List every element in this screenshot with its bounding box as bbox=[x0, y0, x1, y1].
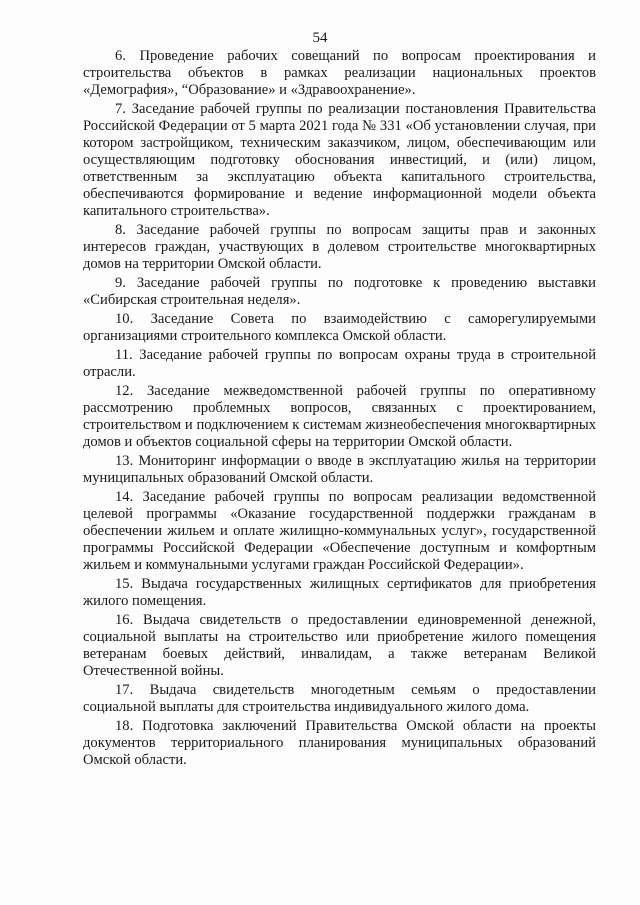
list-item-13: 13. Мониторинг информации о вводе в эксплуатацию жилья на территории муниципальных образований Омской области. bbox=[83, 453, 596, 486]
list-item-6: 6. Проведение рабочих совещаний по вопросам проектирования и строительства объектов в рамках реализации национальных проектов «Демография», “Образование» и «Здравоохранение». bbox=[83, 48, 596, 98]
list-item-8: 8. Заседание рабочей группы по вопросам защиты прав и законных интересов граждан, участвующих в долевом строительстве многоквартирных домов на территории Омской области. bbox=[83, 222, 596, 272]
list-item-10: 10. Заседание Совета по взаимодействию с саморегулируемыми организациями строительного комплекса Омской области. bbox=[83, 311, 596, 344]
list-item-12: 12. Заседание межведомственной рабочей группы по оперативному рассмотрению проблемных вопросов, связанных с проектированием, строительством и подключением к системам жизнеобеспечения многоквартирных домов и объектов социальной сферы на территории Омской области. bbox=[83, 383, 596, 450]
list-item-16: 16. Выдача свидетельств о предоставлении единовременной денежной, социальной выплаты на строительство или приобретение жилого помещения ветеранам боевых действий, инвалидам, а также ветеранам Великой Отечественной войны. bbox=[83, 612, 596, 679]
page-content bbox=[83, 48, 596, 771]
list-item-14: 14. Заседание рабочей группы по вопросам реализации ведомственной целевой программы «Оказание государственной поддержки гражданам в обеспечении жильем и оплате жилищно-коммунальных услуг», государственной программы Российской Федерации «Обеспечение доступным и комфортным жильем и коммунальными услугами граждан Российской Федерации». bbox=[83, 489, 596, 573]
list-item-17: 17. Выдача свидетельств многодетным семьям о предоставлении социальной выплаты для строительства индивидуального жилого дома. bbox=[83, 682, 596, 715]
page-number: 54 bbox=[312, 30, 328, 46]
list-item-18: 18. Подготовка заключений Правительства Омской области на проекты документов территориального планирования муниципальных образований Омской области. bbox=[83, 718, 596, 768]
list-item-15: 15. Выдача государственных жилищных сертификатов для приобретения жилого помещения. bbox=[83, 576, 596, 609]
list-item-11: 11. Заседание рабочей группы по вопросам охраны труда в строительной отрасли. bbox=[83, 347, 596, 380]
list-item-9: 9. Заседание рабочей группы по подготовке к проведению выставки «Сибирская строительная неделя». bbox=[83, 275, 596, 308]
list-item-7: 7. Заседание рабочей группы по реализации постановления Правительства Российской Федерации от 5 марта 2021 года № 331 «Об установлении случая, при котором застройщиком, техническим заказчиком, лицом, обеспечивающим или осуществляющим подготовку обоснования инвестиций, и (или) лицом, ответственным за эксплуатацию объекта капитального строительства, обеспечиваются формирование и ведение информационной модели объекта капитального строительства». bbox=[83, 101, 596, 219]
